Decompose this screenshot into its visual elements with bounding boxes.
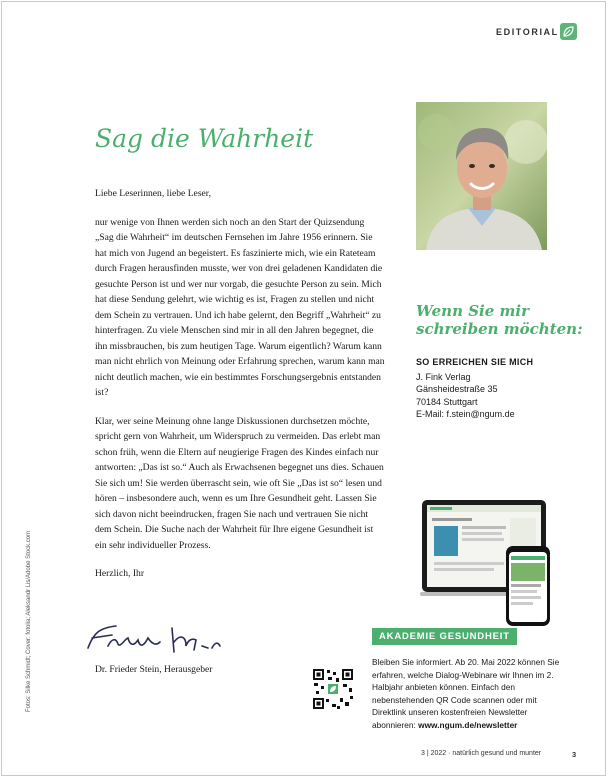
contact-title: SO ERREICHEN SIE MICH <box>416 357 534 367</box>
photo-credit: Fotos: Silke Schmidt; Cover: fotolia; Aleksandr Lis/Adobe Stock.com <box>26 530 32 712</box>
qr-code[interactable] <box>312 668 354 710</box>
contact-block <box>416 356 533 421</box>
newsletter-text <box>372 656 568 732</box>
closing: Herzlich, Ihr <box>95 568 145 579</box>
footer-issue: 3 | 2022 · natürlich gesund und munter <box>421 750 542 757</box>
editorial-body <box>95 186 385 595</box>
contact-publisher: J. Fink Verlag <box>416 371 471 382</box>
akademie-label: AKADEMIE GESUNDHEIT <box>372 628 517 645</box>
headline: Sag die Wahrheit <box>95 124 314 153</box>
salutation: Liebe Leserinnen, liebe Leser, <box>95 188 212 199</box>
paragraph-1: nur wenige von Ihnen werden sich noch an den Start der Quizsendung „Sag die Wahrheit“ im deutschen Fernsehen im Jahre 1956 erinnern. Sie hat mich von Jugend an begeistert. Es faszinierte mich, wie ein Rateteam durch Fragen herausfinden musste, wer von drei geladenen Kandidaten die gesuchte Person ist und wer nur vorgab, die gesuchte Person zu sein. Mich hat diese Sendung gelehrt, wie wichtig es ist, Fragen zu stellen und nicht dem Schein zu vertrauen. Und ich habe gelernt, den Begriff „Wahrheit“ zu hinterfragen. Zu viele Menschen sind mir in all den Jahren begegnet, die ihn missbrauchen, bis zum heutigen Tage. Warum eigentlich? Warum kann man nicht ehrlich von Meinung oder Erfahrung sprechen, warum kann man nicht deutlich machen, wie ein bestimmtes Forschungsergebnis entstanden ist? <box>95 216 385 398</box>
write-heading <box>416 302 583 338</box>
newsletter-link[interactable]: www.ngum.de/newsletter <box>418 719 518 730</box>
section-label: EDITORIAL <box>496 27 559 37</box>
handwritten-signature <box>82 618 242 658</box>
newsletter-body: Bleiben Sie informiert. Ab 20. Mai 2022 können Sie erfahren, welche Dialog-Webinare wir Ihnen im 2. Halbjahr anbieten können. Einfach den nebenstehenden QR Code scannen oder mit Direktlink unseren kostenfreien Newsletter abonnieren: <box>372 657 560 730</box>
write-heading-line-2: schreiben möchten: <box>416 320 583 338</box>
page-number: 3 <box>572 750 577 759</box>
signature-name: Dr. Frieder Stein, Herausgeber <box>95 664 213 675</box>
contact-email[interactable]: E-Mail: f.stein@ngum.de <box>416 409 515 419</box>
devices-illustration <box>420 496 568 628</box>
author-portrait <box>416 102 547 250</box>
leaf-icon <box>560 23 577 40</box>
paragraph-2: Klar, wer seine Meinung ohne lange Diskussionen durchsetzen möchte, spricht gern von Wahrheit, um Widerspruch zu vermeiden. Das erlebt man schon früh, wenn die Eltern auf neugierige Fragen des Kindes einfach nur antworten: „Das ist so.“ Auch als Erwachsenen begegnet uns dies. Schauen Sie sich um! Sie werden überrascht sein, wie oft Sie „Das ist so“ lesen und hören – insbesondere auch, wenn es um Ihre Gesundheit geht. Lassen Sie sich davon nicht beeindrucken, fragen Sie nach und vertrauen Sie nicht dem Schein. Die Suche nach der Wahrheit für Ihre eigene Gesundheit ist ein sehr individueller Prozess. <box>95 415 384 551</box>
contact-street: Gänsheidestraße 35 <box>416 384 498 394</box>
contact-city: 70184 Stuttgart <box>416 396 478 407</box>
write-heading-line-1: Wenn Sie mir <box>416 302 529 320</box>
